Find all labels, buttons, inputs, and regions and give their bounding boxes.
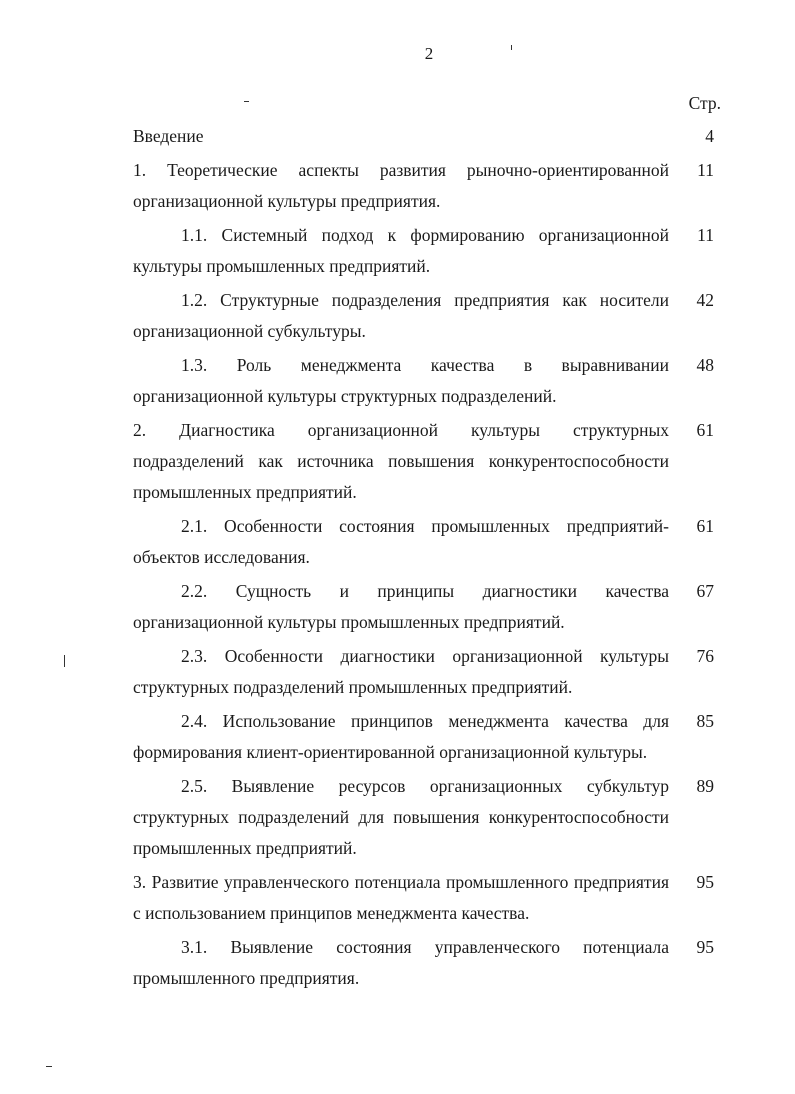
toc-entry-3 (133, 867, 722, 929)
scan-artifact-mark (511, 45, 512, 50)
toc-entry-page: 95 (696, 937, 714, 957)
toc-entry-2 (133, 415, 722, 508)
toc-entry-2-5 (133, 771, 722, 864)
toc-entry-text: 1.3. Роль менеджмента качества в выравнивании организационной культуры структурных подразделений. (133, 355, 669, 406)
toc-entry-page: 85 (696, 711, 714, 731)
toc-entry-page: 67 (696, 581, 714, 601)
toc-entry-text: 2. Диагностика организационной культуры структурных подразделений как источника повышения конкурентоспособности промышленных предприятий. (133, 420, 669, 502)
toc-entry-text: 1.1. Системный подход к формированию организационной культуры промышленных предприятий. (133, 225, 669, 276)
toc-entry-1-2 (133, 285, 722, 347)
toc-entry-page: 42 (696, 290, 714, 310)
toc-entry-page: 76 (696, 646, 714, 666)
toc-entry-text: 1. Теоретические аспекты развития рыночно-ориентированной организационной культуры предприятия. (133, 160, 669, 211)
table-of-contents (133, 121, 722, 997)
toc-entry-text: 2.4. Использование принципов менеджмента качества для формирования клиент-ориентированной организационной культуры. (133, 711, 669, 762)
toc-entry-text: 3. Развитие управленческого потенциала промышленного предприятия с использованием принципов менеджмента качества. (133, 872, 669, 923)
toc-entry-1-3 (133, 350, 722, 412)
toc-entry-1-1 (133, 220, 722, 282)
toc-entry-2-3 (133, 641, 722, 703)
toc-entry-2-4 (133, 706, 722, 768)
toc-entry-text: Введение (133, 126, 204, 146)
toc-entry-text: 2.3. Особенности диагностики организационной культуры структурных подразделений промышленных предприятий. (133, 646, 669, 697)
scan-artifact-mark (244, 101, 249, 102)
toc-entry-page: 11 (697, 225, 714, 245)
toc-entry-page: 4 (705, 126, 714, 146)
toc-entry-text: 3.1. Выявление состояния управленческого потенциала промышленного предприятия. (133, 937, 669, 988)
toc-entry-text: 2.5. Выявление ресурсов организационных субкультур структурных подразделений для повышения конкурентоспособности промышленных предприятий. (133, 776, 669, 858)
toc-entry-text: 2.1. Особенности состояния промышленных предприятий-объектов исследования. (133, 516, 669, 567)
toc-entry-2-2 (133, 576, 722, 638)
toc-entry-page: 48 (696, 355, 714, 375)
page-number: 2 (424, 44, 434, 63)
scan-artifact-mark (64, 655, 65, 667)
toc-entry-page: 95 (696, 872, 714, 892)
toc-entry-1 (133, 155, 722, 217)
toc-entry-2-1 (133, 511, 722, 573)
toc-entry-3-1 (133, 932, 722, 994)
toc-entry-page: 61 (696, 420, 714, 440)
scan-artifact-mark (46, 1066, 52, 1067)
toc-entry-text: 1.2. Структурные подразделения предприятия как носители организационной субкультуры. (133, 290, 669, 341)
toc-entry-page: 11 (697, 160, 714, 180)
toc-entry-page: 89 (696, 776, 714, 796)
page-column-header: Стр. (688, 93, 721, 113)
toc-entry-introduction (133, 121, 722, 152)
toc-entry-text: 2.2. Сущность и принципы диагностики качества организационной культуры промышленных предприятий. (133, 581, 669, 632)
toc-entry-page: 61 (696, 516, 714, 536)
